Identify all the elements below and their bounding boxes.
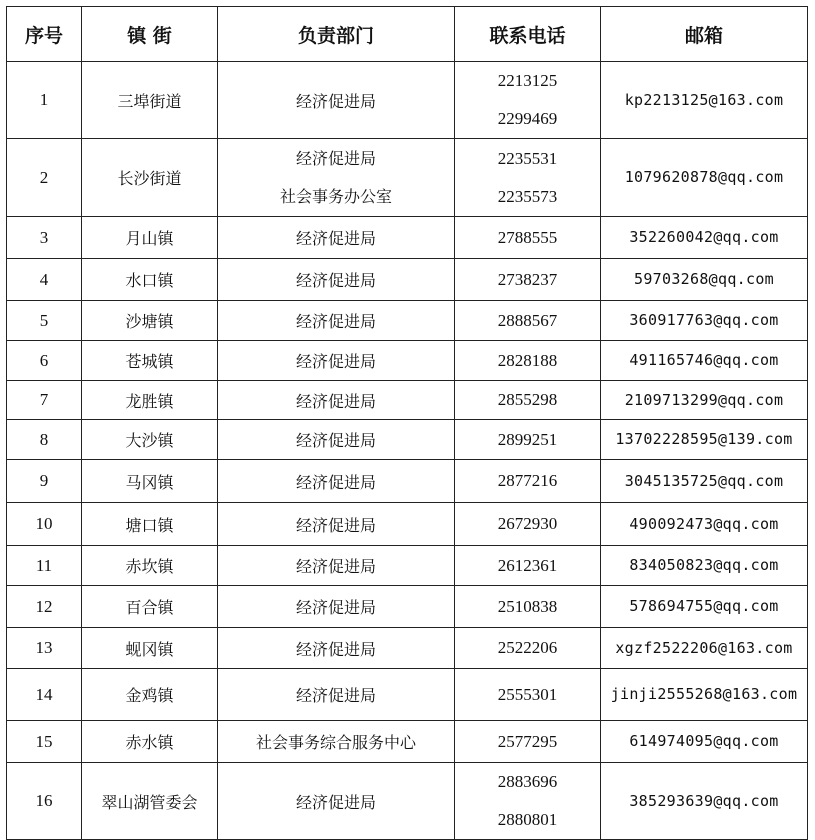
department-name: 经济促进局 [295, 148, 376, 168]
email-cell: 614974095@qq.com [601, 721, 808, 763]
index-cell: 8 [7, 420, 82, 460]
contacts-table [6, 6, 808, 840]
phone-cell [455, 628, 601, 669]
email-cell: 360917763@qq.com [601, 301, 808, 341]
email-cell: xgzf2522206@163.com [601, 628, 808, 669]
table-row [7, 259, 808, 301]
department-name: 经济促进局 [295, 271, 376, 290]
department-name: 经济促进局 [295, 229, 376, 248]
department-name: 经济促进局 [295, 431, 376, 450]
index-cell: 1 [7, 62, 82, 139]
town-cell: 赤水镇 [82, 721, 218, 763]
department-cell [218, 586, 455, 628]
email-cell: 352260042@qq.com [601, 217, 808, 259]
table-row [7, 763, 808, 840]
department-name: 社会事务综合服务中心 [255, 733, 416, 752]
department-name: 经济促进局 [295, 91, 376, 111]
header-email: 邮箱 [601, 7, 808, 62]
town-cell: 三埠街道 [82, 62, 218, 139]
phone-cell [455, 341, 601, 381]
town-cell: 赤坎镇 [82, 546, 218, 586]
index-cell: 14 [7, 669, 82, 721]
phone-cell [455, 460, 601, 503]
phone-cell [455, 217, 601, 259]
phone-number: 2213125 [497, 71, 558, 90]
phone-cell [455, 381, 601, 420]
table-row [7, 586, 808, 628]
index-cell: 6 [7, 341, 82, 381]
department-name: 经济促进局 [295, 391, 376, 411]
header-phone: 联系电话 [455, 7, 601, 62]
index-cell: 4 [7, 259, 82, 301]
phone-number: 2788555 [497, 227, 558, 247]
department-cell [218, 341, 455, 381]
table-row [7, 628, 808, 669]
email-cell: kp2213125@163.com [601, 62, 808, 139]
department-cell [218, 628, 455, 669]
index-cell: 7 [7, 381, 82, 420]
index-cell: 5 [7, 301, 82, 341]
phone-number: 2899251 [497, 429, 558, 449]
phone-number: 2522206 [497, 638, 558, 657]
town-cell: 翠山湖管委会 [82, 763, 218, 840]
department-cell [218, 763, 455, 840]
table-row [7, 420, 808, 460]
department-name: 经济促进局 [295, 598, 376, 617]
phone-number: 2577295 [497, 731, 558, 751]
department-cell [218, 669, 455, 721]
index-cell: 10 [7, 503, 82, 546]
phone-number: 2672930 [497, 514, 558, 533]
phone-number: 2888567 [497, 310, 558, 330]
town-cell: 百合镇 [82, 586, 218, 628]
department-name: 经济促进局 [295, 639, 376, 659]
town-cell: 月山镇 [82, 217, 218, 259]
header-index: 序号 [7, 7, 82, 62]
index-cell: 16 [7, 763, 82, 840]
department-cell [218, 259, 455, 301]
town-cell: 苍城镇 [82, 341, 218, 381]
table-row [7, 546, 808, 586]
email-cell: 491165746@qq.com [601, 341, 808, 381]
phone-cell [455, 586, 601, 628]
email-cell: jinji2555268@163.com [601, 669, 808, 721]
department-name: 经济促进局 [295, 557, 376, 576]
index-cell: 15 [7, 721, 82, 763]
town-cell: 马冈镇 [82, 460, 218, 503]
phone-number: 2828188 [497, 350, 558, 370]
email-cell: 490092473@qq.com [601, 503, 808, 546]
phone-number: 2299469 [497, 109, 558, 128]
phone-number: 2880801 [497, 810, 558, 829]
department-cell [218, 381, 455, 420]
table-row [7, 460, 808, 503]
index-cell: 13 [7, 628, 82, 669]
phone-cell [455, 62, 601, 139]
table-row [7, 669, 808, 721]
department-cell [218, 139, 455, 217]
index-cell: 2 [7, 139, 82, 217]
table-row [7, 341, 808, 381]
phone-cell [455, 669, 601, 721]
department-cell [218, 62, 455, 139]
table-row [7, 139, 808, 217]
phone-cell [455, 721, 601, 763]
department-cell [218, 301, 455, 341]
town-cell: 沙塘镇 [82, 301, 218, 341]
table-row [7, 62, 808, 139]
email-cell: 13702228595@139.com [601, 420, 808, 460]
department-name: 经济促进局 [295, 686, 376, 705]
phone-number: 2877216 [497, 471, 558, 490]
phone-number: 2235573 [497, 186, 558, 206]
table-body [7, 62, 808, 840]
header-department: 负责部门 [218, 7, 455, 62]
index-cell: 3 [7, 217, 82, 259]
table-row [7, 301, 808, 341]
index-cell: 12 [7, 586, 82, 628]
table-row [7, 503, 808, 546]
department-name: 经济促进局 [295, 352, 376, 371]
town-cell: 蚬冈镇 [82, 628, 218, 669]
department-cell [218, 503, 455, 546]
department-cell [218, 460, 455, 503]
phone-number: 2555301 [497, 684, 558, 704]
town-cell: 水口镇 [82, 259, 218, 301]
email-cell: 578694755@qq.com [601, 586, 808, 628]
header-town: 镇 街 [82, 7, 218, 62]
header-row [7, 7, 808, 62]
phone-number: 2738237 [497, 269, 558, 289]
email-cell: 1079620878@qq.com [601, 139, 808, 217]
phone-number: 2855298 [497, 390, 558, 409]
town-cell: 塘口镇 [82, 503, 218, 546]
phone-cell [455, 546, 601, 586]
department-cell [218, 546, 455, 586]
town-cell: 金鸡镇 [82, 669, 218, 721]
department-cell [218, 721, 455, 763]
department-name: 经济促进局 [295, 312, 376, 331]
index-cell: 9 [7, 460, 82, 503]
department-cell [218, 420, 455, 460]
table-row [7, 721, 808, 763]
town-cell: 大沙镇 [82, 420, 218, 460]
department-cell [218, 217, 455, 259]
department-name: 经济促进局 [295, 515, 376, 535]
phone-number: 2510838 [497, 596, 558, 616]
email-cell: 834050823@qq.com [601, 546, 808, 586]
phone-cell [455, 503, 601, 546]
email-cell: 385293639@qq.com [601, 763, 808, 840]
department-name: 社会事务办公室 [279, 186, 392, 206]
department-name: 经济促进局 [295, 472, 376, 492]
phone-cell [455, 259, 601, 301]
department-name: 经济促进局 [295, 792, 376, 812]
phone-cell [455, 301, 601, 341]
email-cell: 3045135725@qq.com [601, 460, 808, 503]
index-cell: 11 [7, 546, 82, 586]
town-cell: 龙胜镇 [82, 381, 218, 420]
phone-number: 2235531 [497, 148, 558, 168]
phone-cell [455, 420, 601, 460]
town-cell: 长沙街道 [82, 139, 218, 217]
table-row [7, 381, 808, 420]
phone-number: 2612361 [497, 555, 558, 575]
phone-cell [455, 763, 601, 840]
phone-number: 2883696 [497, 772, 558, 791]
email-cell: 2109713299@qq.com [601, 381, 808, 420]
phone-cell [455, 139, 601, 217]
email-cell: 59703268@qq.com [601, 259, 808, 301]
table-row [7, 217, 808, 259]
